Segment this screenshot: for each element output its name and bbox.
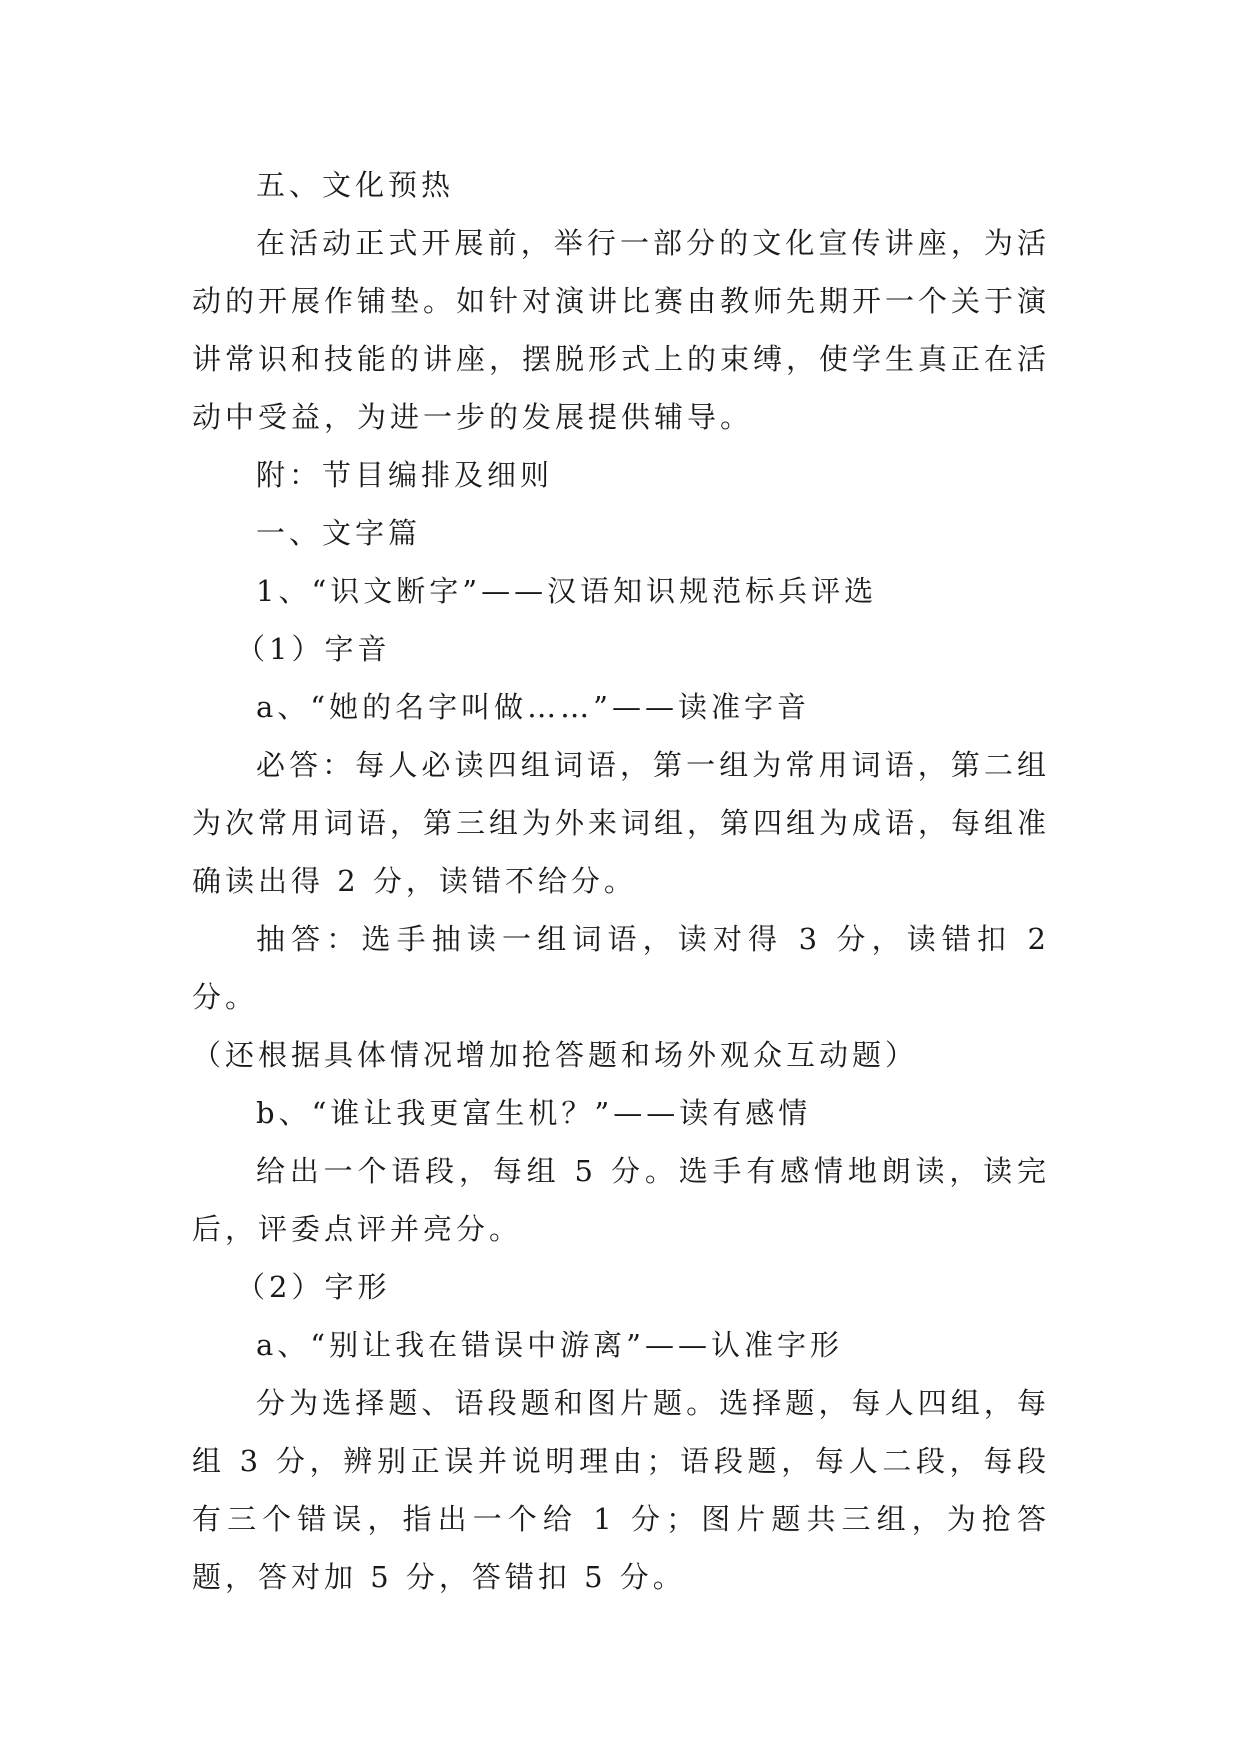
paragraph-required-answer: 必答：每人必读四组词语，第一组为常用词语，第二组为次常用词语，第三组为外来词组，第四组为成语，每组准确读出得 2 分，读错不给分。 <box>192 748 1051 898</box>
paragraph-warmup-description: 在活动正式开展前，举行一部分的文化宣传讲座，为活动的开展作铺垫。如针对演讲比赛由教师先期开一个关于演讲常识和技能的讲座，摆脱形式上的束缚，使学生真正在活动中受益，为进一步的发展提供辅导。 <box>192 226 1051 434</box>
paragraph-glyph-rules: 分为选择题、语段题和图片题。选择题，每人四组，每组 3 分，辨别正误并说明理由；语段题，每人二段，每段有三个错误，指出一个给 1 分；图片题共三组，为抢答题，答对加 5 分，答错扣 5 分。 <box>192 1386 1050 1594</box>
section-heading-cultural-warmup: 五、文化预热 <box>256 168 455 202</box>
subheading-pronunciation: （1）字音 <box>236 632 391 666</box>
subheading-glyph: （2）字形 <box>236 1270 391 1304</box>
item-a-pronunciation: a、“她的名字叫做……”——读准字音 <box>256 690 810 724</box>
paragraph-reading-rule: 给出一个语段，每组 5 分。选手有感情地朗读，读完后，评委点评并亮分。 <box>192 1154 1050 1246</box>
paragraph-note: （还根据具体情况增加抢答题和场外观众互动题） <box>192 1038 919 1072</box>
appendix-heading: 附：节目编排及细则 <box>256 458 554 492</box>
item-a-glyph: a、“别让我在错误中游离”——认准字形 <box>256 1328 843 1362</box>
document-body <box>192 156 1050 1606</box>
paragraph-drawn-answer: 抽答：选手抽读一组词语，读对得 3 分，读错扣 2 分。 <box>192 922 1050 1014</box>
item-b-emotion: b、“谁让我更富生机？”——读有感情 <box>256 1096 812 1130</box>
item-heading-1: 1、“识文断字”——汉语知识规范标兵评选 <box>256 574 878 608</box>
section-heading-text: 一、文字篇 <box>256 516 422 550</box>
